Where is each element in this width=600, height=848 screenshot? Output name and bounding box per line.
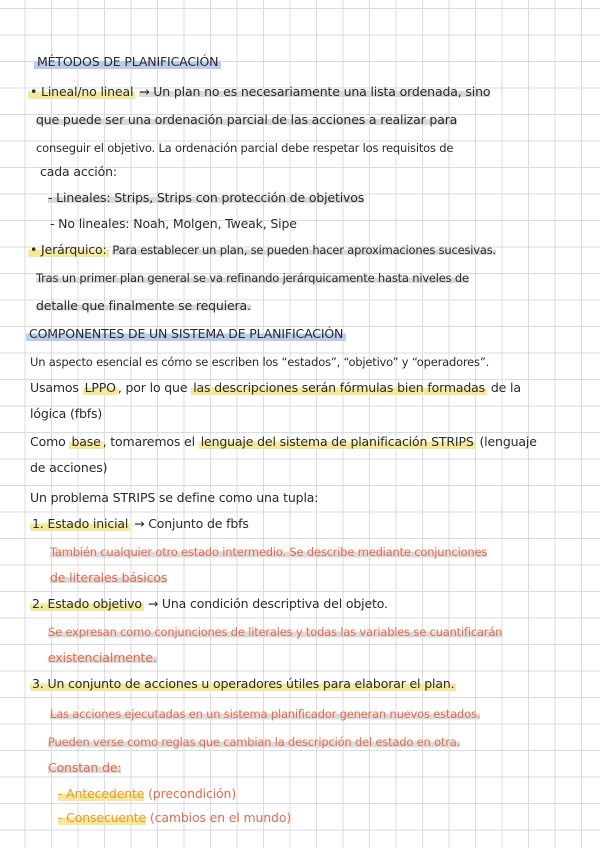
- item3-note-line-1: [50, 706, 480, 722]
- p2-e: de la: [490, 380, 521, 395]
- lineal-line-4: [40, 164, 117, 180]
- jerarquico-line-2: [36, 270, 469, 286]
- lineal-text-3: conseguir el objetivo. La ordenación parcial debe respetar los requisitos de: [36, 141, 454, 155]
- jerarquico-text-1: Para establecer un plan, se pueden hacer aproximaciones sucesivas.: [112, 243, 496, 257]
- item2-note-line-2: [48, 650, 157, 666]
- item1-note-2: de literales básicos: [50, 570, 168, 585]
- lineales-line: [48, 190, 364, 206]
- lineal-line-3: [36, 140, 453, 156]
- item2-note-line-1: [48, 624, 502, 640]
- lineal-line-2: [36, 112, 457, 128]
- p2-lppo: LPPO: [84, 380, 116, 395]
- lineal-text-4: cada acción:: [40, 164, 117, 179]
- p2-c: , por lo que: [117, 380, 188, 395]
- p6-line: [30, 490, 318, 506]
- no-lineales-text: - No lineales: Noah, Molgen, Tweak, Sipe: [50, 216, 297, 231]
- p2-a: Usamos: [30, 380, 79, 395]
- section-title-componentes: [26, 326, 346, 342]
- jerarquico-line-3: [36, 298, 251, 314]
- p5-line: [30, 460, 107, 476]
- p1-text: Un aspecto esencial es cómo se escriben los “estados”, “objetivo” y “operadores”.: [30, 355, 490, 369]
- p5-text: de acciones): [30, 460, 108, 475]
- item2-note-1: Se expresan como conjunciones de literales y todas las variables se cuantificarán: [48, 625, 503, 639]
- section-title-text: MÉTODOS DE PLANIFICACIÓN: [34, 54, 221, 69]
- p4-base: base: [71, 434, 101, 449]
- p4-c: , tomaremos el: [102, 434, 195, 449]
- jerarquico-label: • Jerárquico:: [30, 242, 107, 257]
- p1-line: [30, 354, 489, 370]
- consecuente-line: [58, 810, 291, 826]
- item1-note-1: También cualquier otro estado intermedio. Se describe mediante conjunciones: [50, 545, 488, 559]
- item3-note-line-3: [48, 760, 121, 776]
- lineal-label: • Lineal/no lineal: [30, 84, 134, 99]
- section-title-metodos: [34, 54, 221, 70]
- jerarquico-line-1: [28, 242, 496, 258]
- jerarquico-text-2: Tras un primer plan general se va refinando jerárquicamente hasta niveles de: [36, 271, 469, 285]
- item3-text: 3. Un conjunto de acciones u operadores útiles para elaborar el plan.: [32, 676, 455, 691]
- p6-text: Un problema STRIPS se define como una tupla:: [30, 490, 319, 505]
- antecedente-text: (precondición): [148, 786, 237, 801]
- antecedente-label: - Antecedente: [58, 786, 145, 801]
- no-lineales-line: [50, 216, 297, 232]
- p4-d: lenguaje del sistema de planificación STRIPS: [200, 434, 474, 449]
- p3-line: [30, 406, 102, 422]
- antecedente-line: [58, 786, 236, 802]
- item2-text: → Una condición descriptiva del objeto.: [147, 596, 388, 611]
- lineal-text-1: → Un plan no es necesariamente una lista ordenada, sino: [139, 84, 491, 99]
- p2-line: [30, 380, 521, 396]
- item2-label: 2. Estado objetivo: [32, 596, 142, 611]
- item1-label: 1. Estado inicial: [32, 516, 129, 531]
- lineal-text-2: que puede ser una ordenación parcial de las acciones a realizar para: [36, 112, 458, 127]
- consecuente-label: - Consecuente: [58, 810, 147, 825]
- item1-note-line-2: [50, 570, 167, 586]
- item2-line: [30, 596, 388, 612]
- p4-a: Como: [30, 434, 66, 449]
- item1-text: → Conjunto de fbfs: [134, 516, 249, 531]
- jerarquico-text-3: detalle que finalmente se requiera.: [36, 298, 251, 313]
- item3-note-2: Pueden verse como reglas que cambian la descripción del estado en otra.: [48, 735, 461, 749]
- item3-line: [30, 676, 456, 692]
- item2-note-2: existencialmente.: [48, 650, 157, 665]
- p4-e: (lenguaje: [479, 434, 537, 449]
- section-title-text: COMPONENTES DE UN SISTEMA DE PLANIFICACIÓN: [26, 326, 346, 341]
- item3-note-3: Constan de:: [48, 760, 122, 775]
- item1-note-line-1: [50, 544, 487, 560]
- consecuente-text: (cambios en el mundo): [149, 810, 292, 825]
- item3-note-line-2: [48, 734, 460, 750]
- p4-line: [30, 434, 537, 450]
- lineal-line-1: [28, 84, 490, 100]
- item3-note-1: Las acciones ejecutadas en un sistema planificador generan nuevos estados.: [50, 707, 481, 721]
- p3-text: lógica (fbfs): [30, 406, 103, 421]
- p2-d: las descripciones serán fórmulas bien formadas: [193, 380, 486, 395]
- item1-line: [30, 516, 249, 532]
- lineales-text: - Lineales: Strips, Strips con protección de objetivos: [48, 190, 365, 205]
